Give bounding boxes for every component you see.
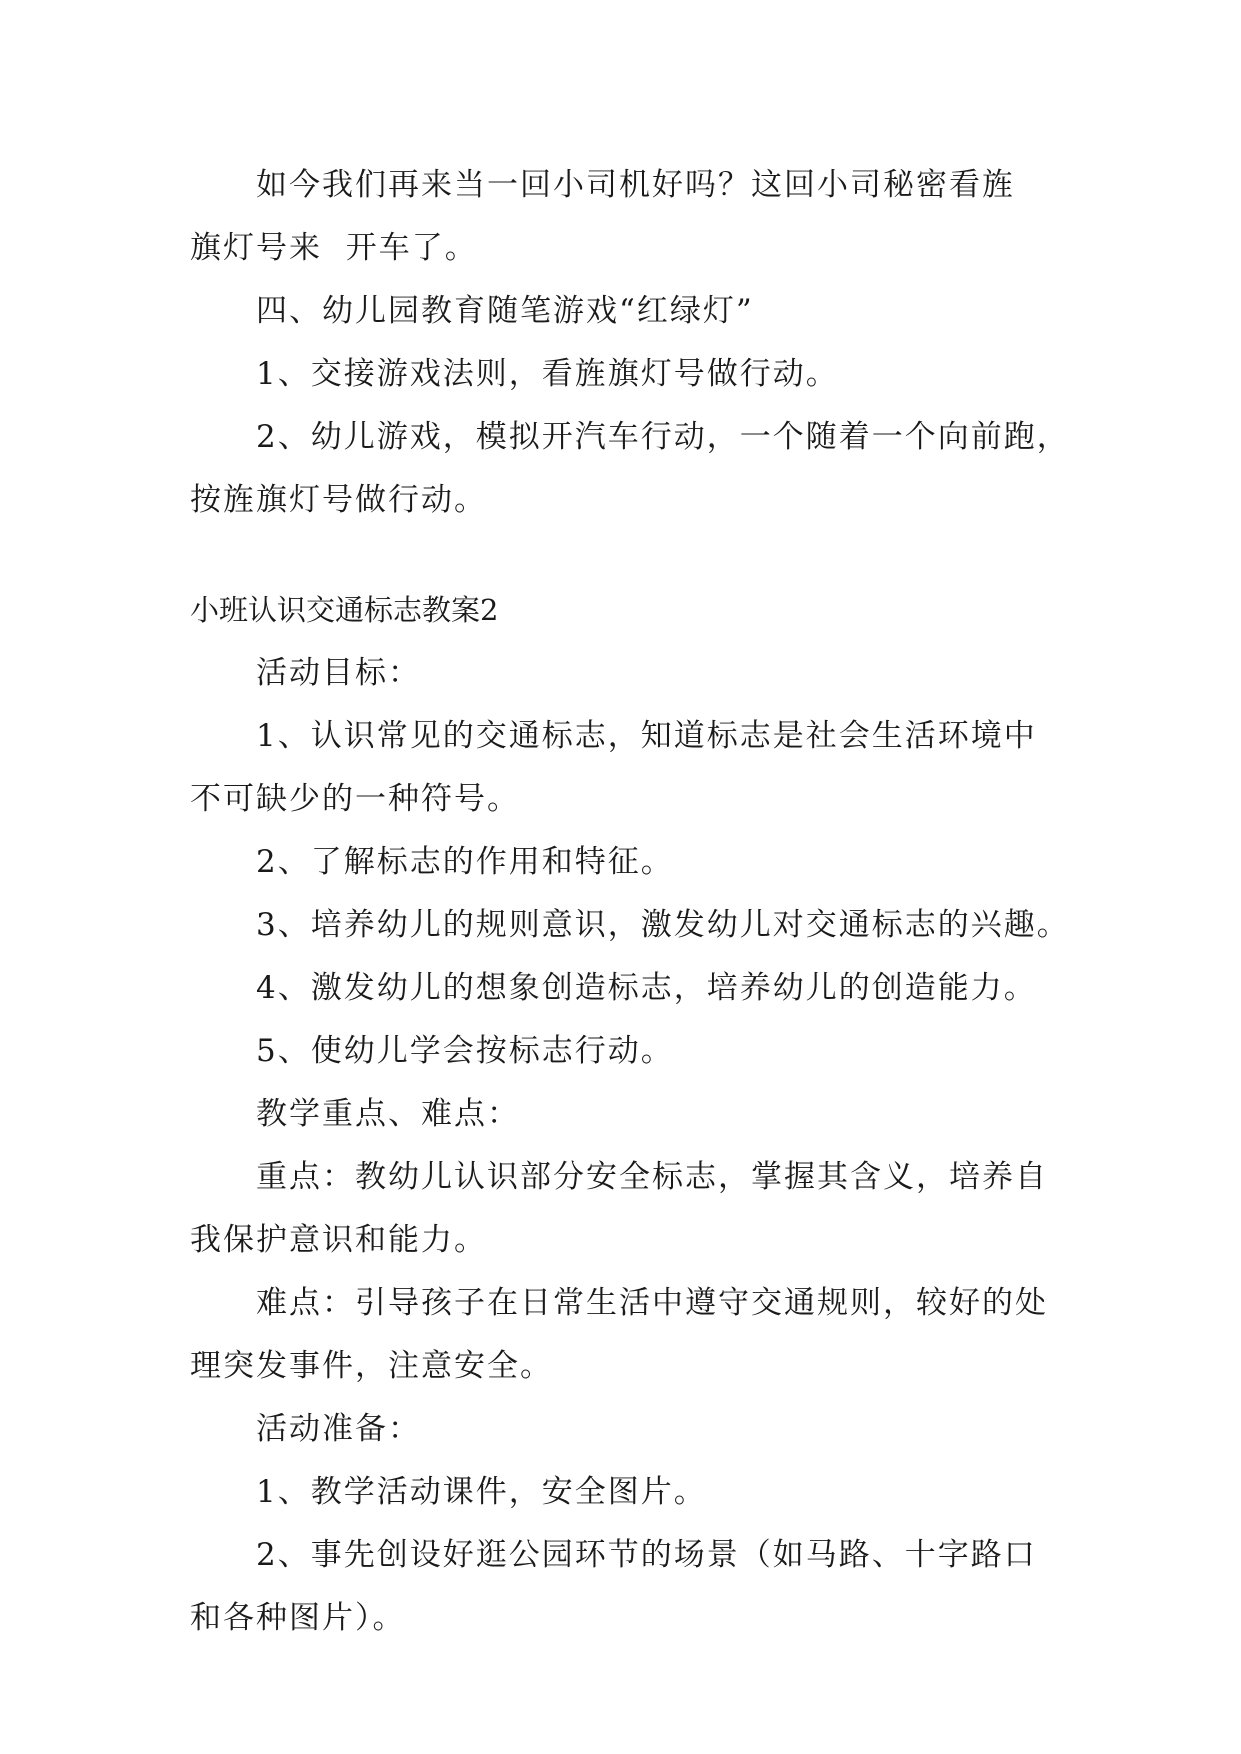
list-item: 3、培养幼儿的规则意识，激发幼儿对交通标志的兴趣。 bbox=[256, 907, 1070, 943]
paragraph-line: 不可缺少的一种符号。 bbox=[190, 781, 520, 817]
paragraph-line: 理突发事件，注意安全。 bbox=[190, 1348, 553, 1384]
section-heading: 教学重点、难点： bbox=[256, 1096, 520, 1132]
paragraph-line: 难点：引导孩子在日常生活中遵守交通规则，较好的处 bbox=[256, 1285, 1048, 1321]
list-item: 2、事先创设好逛公园环节的场景（如马路、十字路口 bbox=[256, 1537, 1037, 1573]
paragraph-line: 重点：教幼儿认识部分安全标志，掌握其含义，培养自 bbox=[256, 1159, 1048, 1195]
section-heading: 四、幼儿园教育随笔游戏“红绿灯” bbox=[256, 293, 754, 329]
list-item: 2、幼儿游戏，模拟开汽车行动，一个随着一个向前跑， bbox=[256, 419, 1070, 455]
section-heading: 活动目标： bbox=[256, 655, 421, 691]
list-item: 2、了解标志的作用和特征。 bbox=[256, 844, 674, 880]
section-heading: 活动准备： bbox=[256, 1411, 421, 1447]
list-item: 5、使幼儿学会按标志行动。 bbox=[256, 1033, 674, 1069]
list-item: 4、激发幼儿的想象创造标志，培养幼儿的创造能力。 bbox=[256, 970, 1037, 1006]
list-item: 1、教学活动课件，安全图片。 bbox=[256, 1474, 707, 1510]
list-item: 1、认识常见的交通标志，知道标志是社会生活环境中 bbox=[256, 718, 1037, 754]
paragraph-line: 如今我们再来当一回小司机好吗？这回小司秘密看旌 bbox=[256, 167, 1015, 203]
paragraph-line: 和各种图片）。 bbox=[190, 1600, 406, 1636]
paragraph-line: 按旌旗灯号做行动。 bbox=[190, 482, 487, 518]
paragraph-line: 旗灯号来 开车了。 bbox=[190, 230, 478, 266]
list-item: 1、交接游戏法则，看旌旗灯号做行动。 bbox=[256, 356, 839, 392]
document-title: 小班认识交通标志教案2 bbox=[190, 593, 499, 627]
paragraph-line: 我保护意识和能力。 bbox=[190, 1222, 487, 1258]
